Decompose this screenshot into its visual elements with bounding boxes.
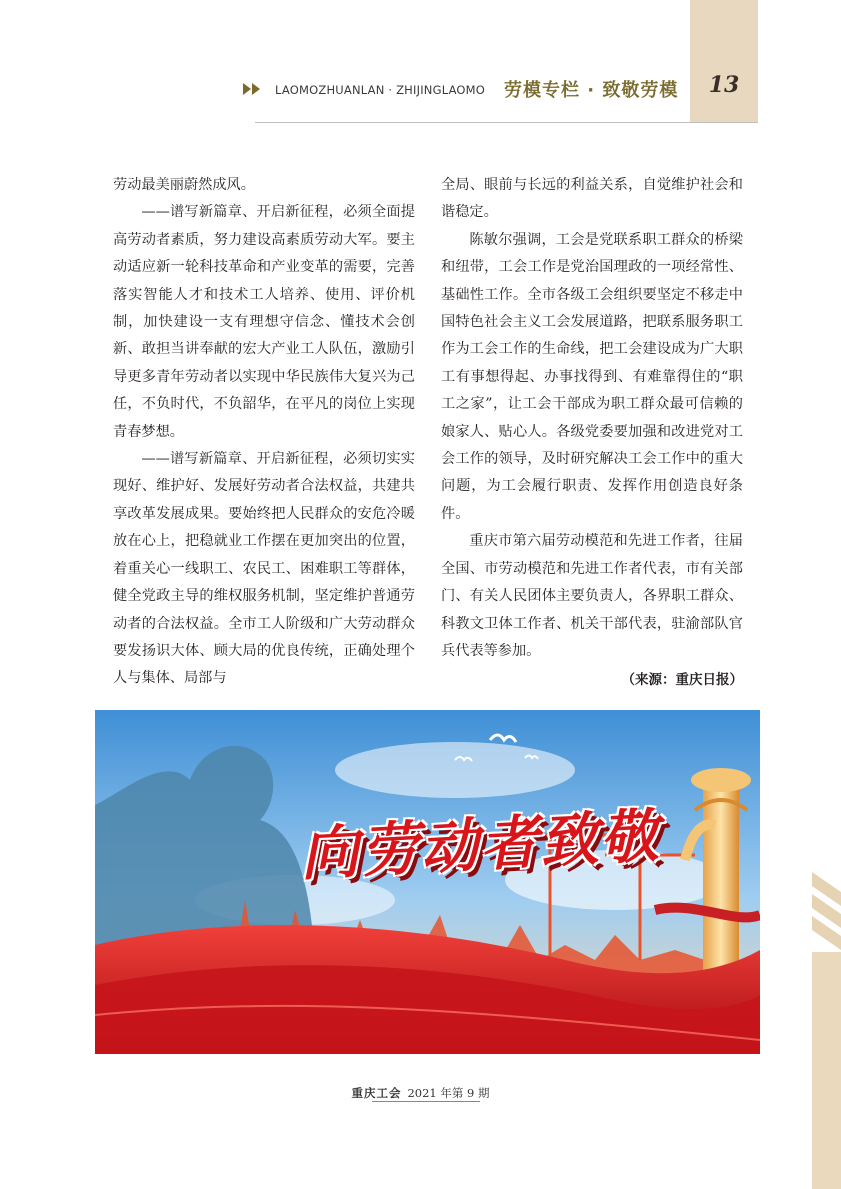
header-divider (255, 122, 758, 123)
footer-divider (372, 1101, 480, 1102)
article-left-column (113, 172, 415, 693)
issue-number: 2021 年第 9 期 (407, 1086, 490, 1100)
article-paragraph: 重庆市第六届劳动模范和先进工作者，往届全国、市劳动模范和先进工作者代表，市有关部门、有关人民团体主要负责人，各界职工群众、科教文卫体工作者、机关干部代表，驻渝部队官兵代表等参加。 (441, 533, 743, 659)
article-paragraph: ——谱写新篇章、开启新征程，必须全面提高劳动者素质，努力建设高素质劳动大军。要主动适应新一轮科技革命和产业变革的需要，完善落实智能人才和技术工人培养、使用、评价机制，加快建设一支有理想守信念、懂技术会创新、敢担当讲奉献的宏大产业工人队伍，激励引导更多青年劳动者以实现中华民族伟大复兴为己任，不负时代，不负韶华，在平凡的岗位上实现青春梦想。 (113, 204, 415, 440)
decorative-stripes (812, 872, 841, 1189)
article-paragraph: 陈敏尔强调，工会是党联系职工群众的桥梁和纽带，工会工作是党治国理政的一项经常性、基础性工作。全市各级工会组织要坚定不移走中国特色社会主义工会发展道路，把联系服务职工作为工会工作的生命线，把工会建设成为广大职工有事想得起、办事找得到、有难靠得住的“职工之家”，让工会干部成为职工群众最可信赖的娘家人、贴心人。各级党委要加强和改进党对工会工作的领导，及时研究解决工会工作中的重大问题，为工会履行职责、发挥作用创造良好条件。 (441, 231, 743, 522)
article-paragraph: 全局、眼前与长远的利益关系，自觉维护社会和谐稳定。 (441, 177, 743, 221)
article-source: （来源：重庆日报） (621, 672, 743, 689)
article-paragraph: ——谱写新篇章、开启新征程，必须切实实现好、维护好、发展好劳动者合法权益，共建共享改革发展成果。要始终把人民群众的安危冷暖放在心上，把稳就业工作摆在更加突出的位置，着重关心一线职工、农民工、困难职工等群体，健全党政主导的维权服务机制，坚定维护普通劳动者的合法权益。全市工人阶级和广大劳动群众要发扬识大体、顾大局的优良传统，正确处理个人与集体、局部与 (113, 451, 415, 687)
labor-day-banner (95, 710, 760, 1054)
banner-slogan: 向劳动者致敬 (298, 801, 662, 889)
page-footer (0, 1085, 841, 1101)
section-pinyin: LAOMOZHUANLAN · ZHIJINGLAOMO (275, 83, 486, 97)
article-right-column (441, 172, 743, 695)
double-arrow-icon (243, 82, 263, 96)
page-number: 13 (708, 72, 740, 98)
section-title: 劳模专栏 · 致敬劳模 (504, 80, 679, 101)
page-number-tab (690, 0, 758, 123)
article-paragraph: 劳动最美丽蔚然成风。 (113, 177, 255, 193)
magazine-name: 重庆工会 (351, 1086, 402, 1100)
